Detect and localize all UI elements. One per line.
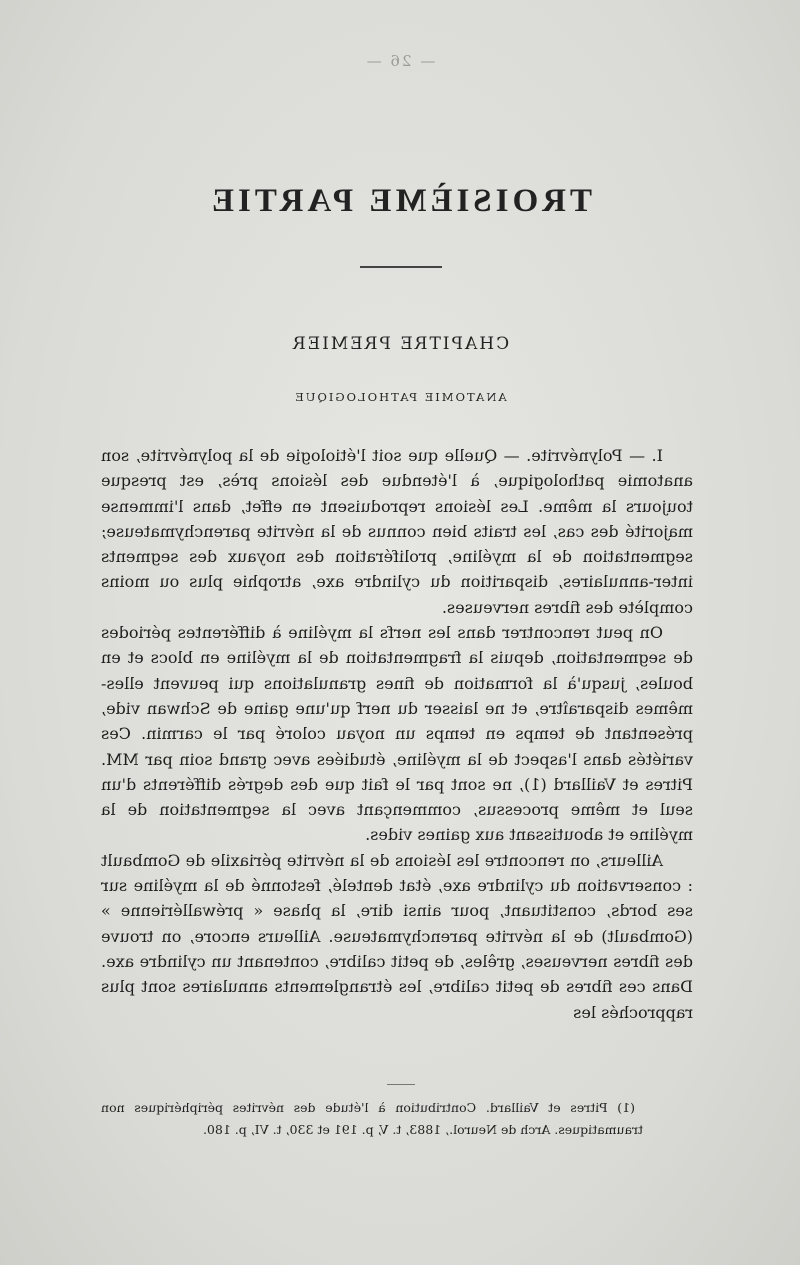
section-title: ANATOMIE PATHOLOGIQUE [293, 390, 507, 404]
paragraph: I. — Polynévrite. — Quelle que soit l'étiologie de la polynévrite, son anatomie pathologique, à l'étendue des lésions près, est presque toujours la même. Les lésions reproduisent en effet, dans l'immense majorité des cas, les traits bien connus de la névrite parenchymateuse; segmentation de la myéline, prolifération des noyaux des segments inter-annulaires, disparition du cylindre axe, atrophie plus ou moins complète des fibres nerveuses. [101, 446, 693, 617]
title-divider [360, 266, 442, 268]
footnote [101, 1097, 643, 1141]
footnote-divider [387, 1084, 415, 1085]
paragraph: Ailleurs, on rencontre les lésions de la névrite périaxile de Gombault : conservation du cylindre axe, état dentelé, festonné de la myéline sur ses bords, constituant, pour ainsi dire, la phase « préwallérienne » (Gombault) de la névrite parenchymateuse. Ailleurs encore, on trouve des fibres nerveuses, grêles, de petit calibre, contenant un cylindre axe. Dans ces fibres de petit calibre, les étranglements annulaires sont plus rapprochés les [101, 850, 693, 1022]
chapter-title: CHAPITRE PREMIER [290, 334, 510, 354]
part-title: TROISIÈME PARTIE [207, 183, 593, 219]
footnote-text: (1) Pitres et Vaillard. Contribution à l'étude des névrites périphériques non traumatiques. Arch de Neurol., 1883, t. V, p. 191 et 330, t. VI, p. 180. [101, 1100, 643, 1137]
paragraph: On peut rencontrer dans les nerfs la myéline à différentes périodes de segmentation, depuis la fragmentation de la myéline en blocs et en boules, jusqu'à la formation de fines granulations qui peuvent elles-mêmes disparaître, et ne laisser du nerf qu'une gaine de Schwan vide, présentant de temps en temps un noyau coloré par le carmin. Ces variétés dans l'aspect de la myéline, étudiées avec grand soin par MM. Pitres et Vaillard (1), ne sont par le fait que des degrés différents d'un seul et même processus, commençant avec la segmentation de la myéline et aboutissant aux gaines vides. [101, 623, 693, 845]
page-folio: — 26 — [364, 52, 436, 70]
body-text [101, 443, 693, 1025]
